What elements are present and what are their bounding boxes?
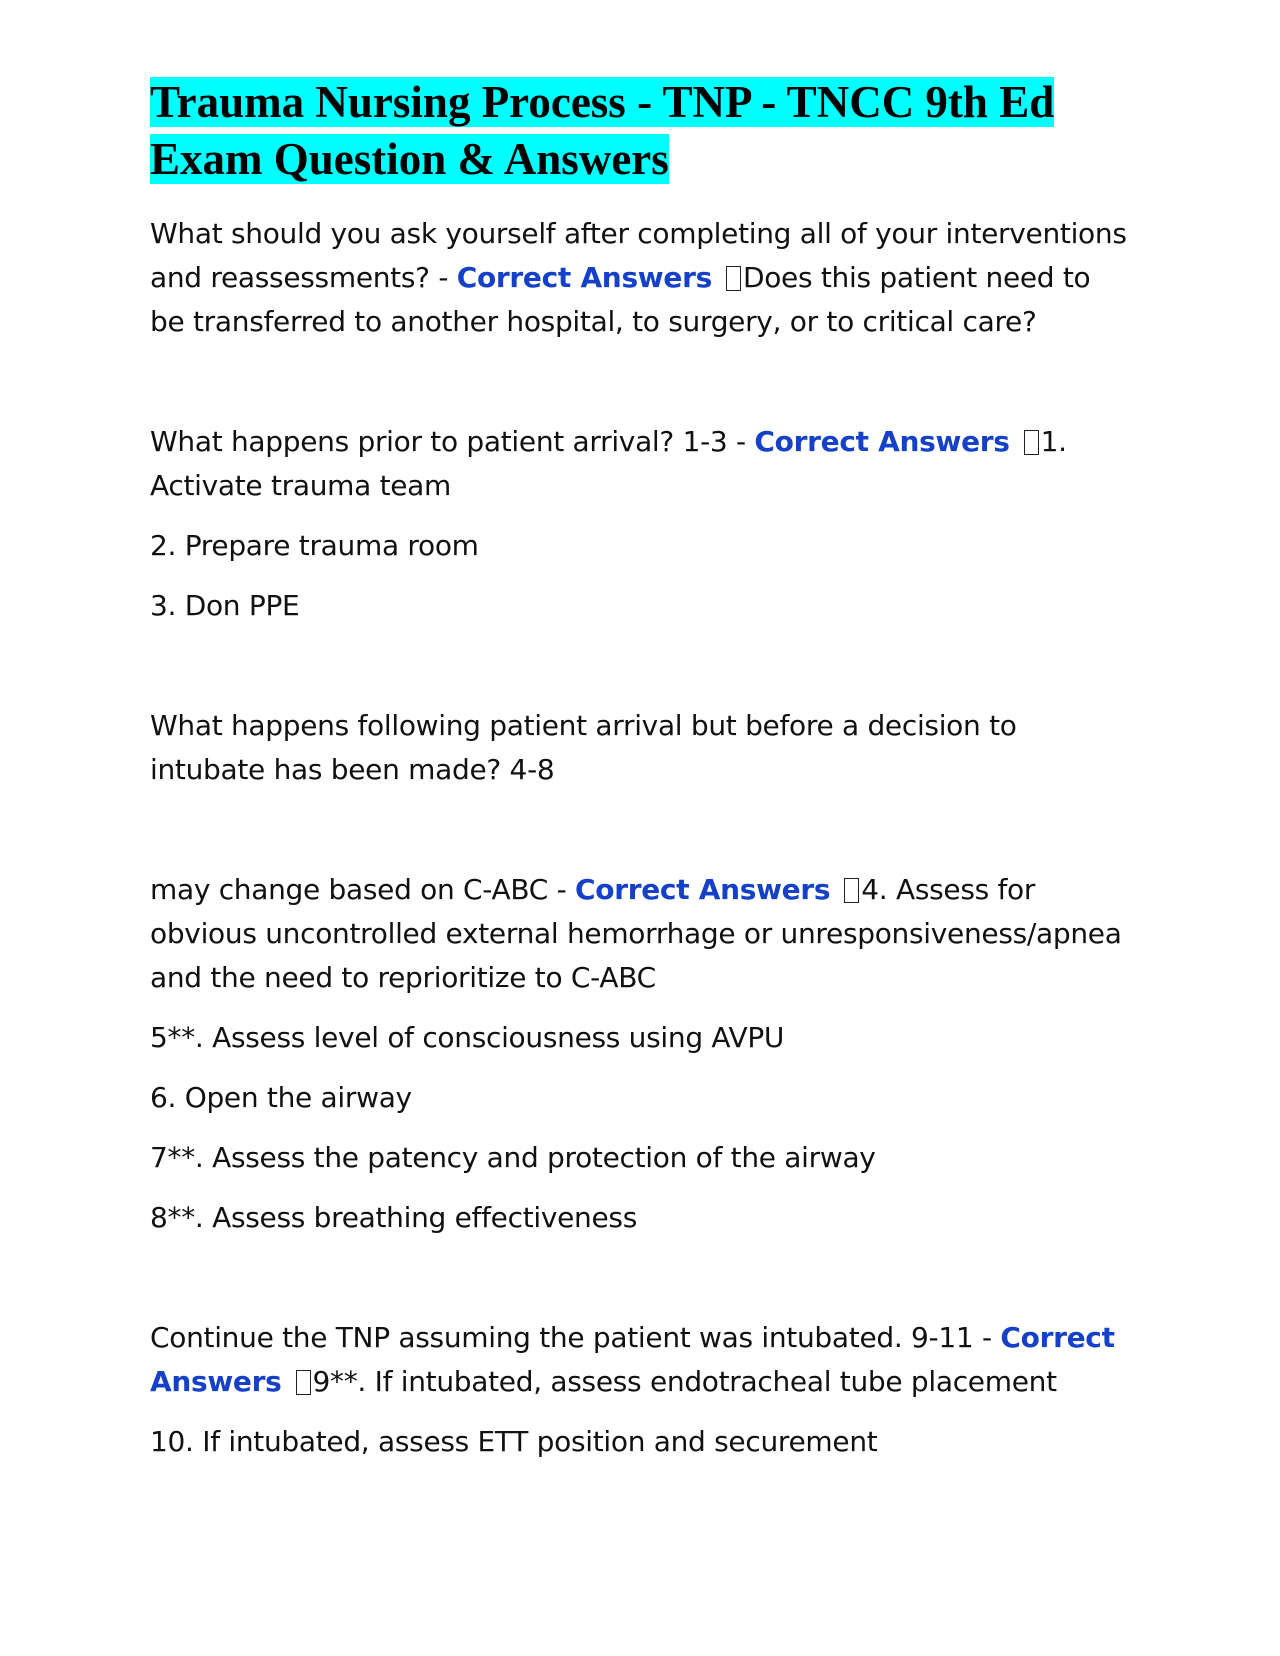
- answer-text: 9**. If intubated, assess endotracheal tube placement: [312, 1365, 1057, 1398]
- qa-paragraph: [150, 420, 1130, 508]
- qa-paragraph: [150, 212, 1130, 344]
- document-title: [150, 74, 1130, 188]
- missing-glyph-icon: [1024, 430, 1039, 455]
- qa-paragraph: [150, 868, 1130, 1000]
- question-text: What happens prior to patient arrival? 1-3 -: [150, 425, 755, 458]
- answer-text: Does this patient need to be transferred to another hospital, to surgery, or to critical care?: [150, 261, 1091, 338]
- missing-glyph-icon: [844, 878, 859, 903]
- question-paragraph: [150, 704, 1130, 792]
- qa-paragraph: [150, 1316, 1130, 1404]
- missing-glyph-icon: [296, 1370, 311, 1395]
- document-page: [150, 74, 1130, 1464]
- answer-text: 4. Assess for obvious uncontrolled external hemorrhage or unresponsiveness/apnea and the need to reprioritize to C-ABC: [150, 873, 1122, 994]
- question-text: What happens following patient arrival but before a decision to intubate has been made? 4-8: [150, 709, 1017, 786]
- question-text: may change based on C-ABC -: [150, 873, 576, 906]
- answer-list-item: 8**. Assess breathing effectiveness: [150, 1201, 637, 1234]
- answer-list-item: 10. If intubated, assess ETT position and securement: [150, 1425, 878, 1458]
- correct-answers-label: Correct Answers: [575, 873, 831, 906]
- question-text: What should you ask yourself after completing all of your interventions and reassessments? -: [150, 217, 1127, 294]
- document-title-text: Trauma Nursing Process - TNP - TNCC 9th Ed Exam Question & Answers: [150, 77, 1055, 184]
- correct-answers-label: Correct Answers: [150, 1321, 1115, 1398]
- answer-list-item: 7**. Assess the patency and protection of the airway: [150, 1141, 876, 1174]
- correct-answers-label: Correct Answers: [456, 261, 712, 294]
- answer-list-item: 6. Open the airway: [150, 1081, 412, 1114]
- answer-list-item: 5**. Assess level of consciousness using AVPU: [150, 1021, 785, 1054]
- correct-answers-label: Correct Answers: [754, 425, 1010, 458]
- missing-glyph-icon: [726, 266, 741, 291]
- answer-text: 1. Activate trauma team: [150, 425, 1067, 502]
- question-text: Continue the TNP assuming the patient was intubated. 9-11 -: [150, 1321, 1001, 1354]
- answer-list-item: 3. Don PPE: [150, 589, 300, 622]
- answer-list-item: 2. Prepare trauma room: [150, 529, 479, 562]
